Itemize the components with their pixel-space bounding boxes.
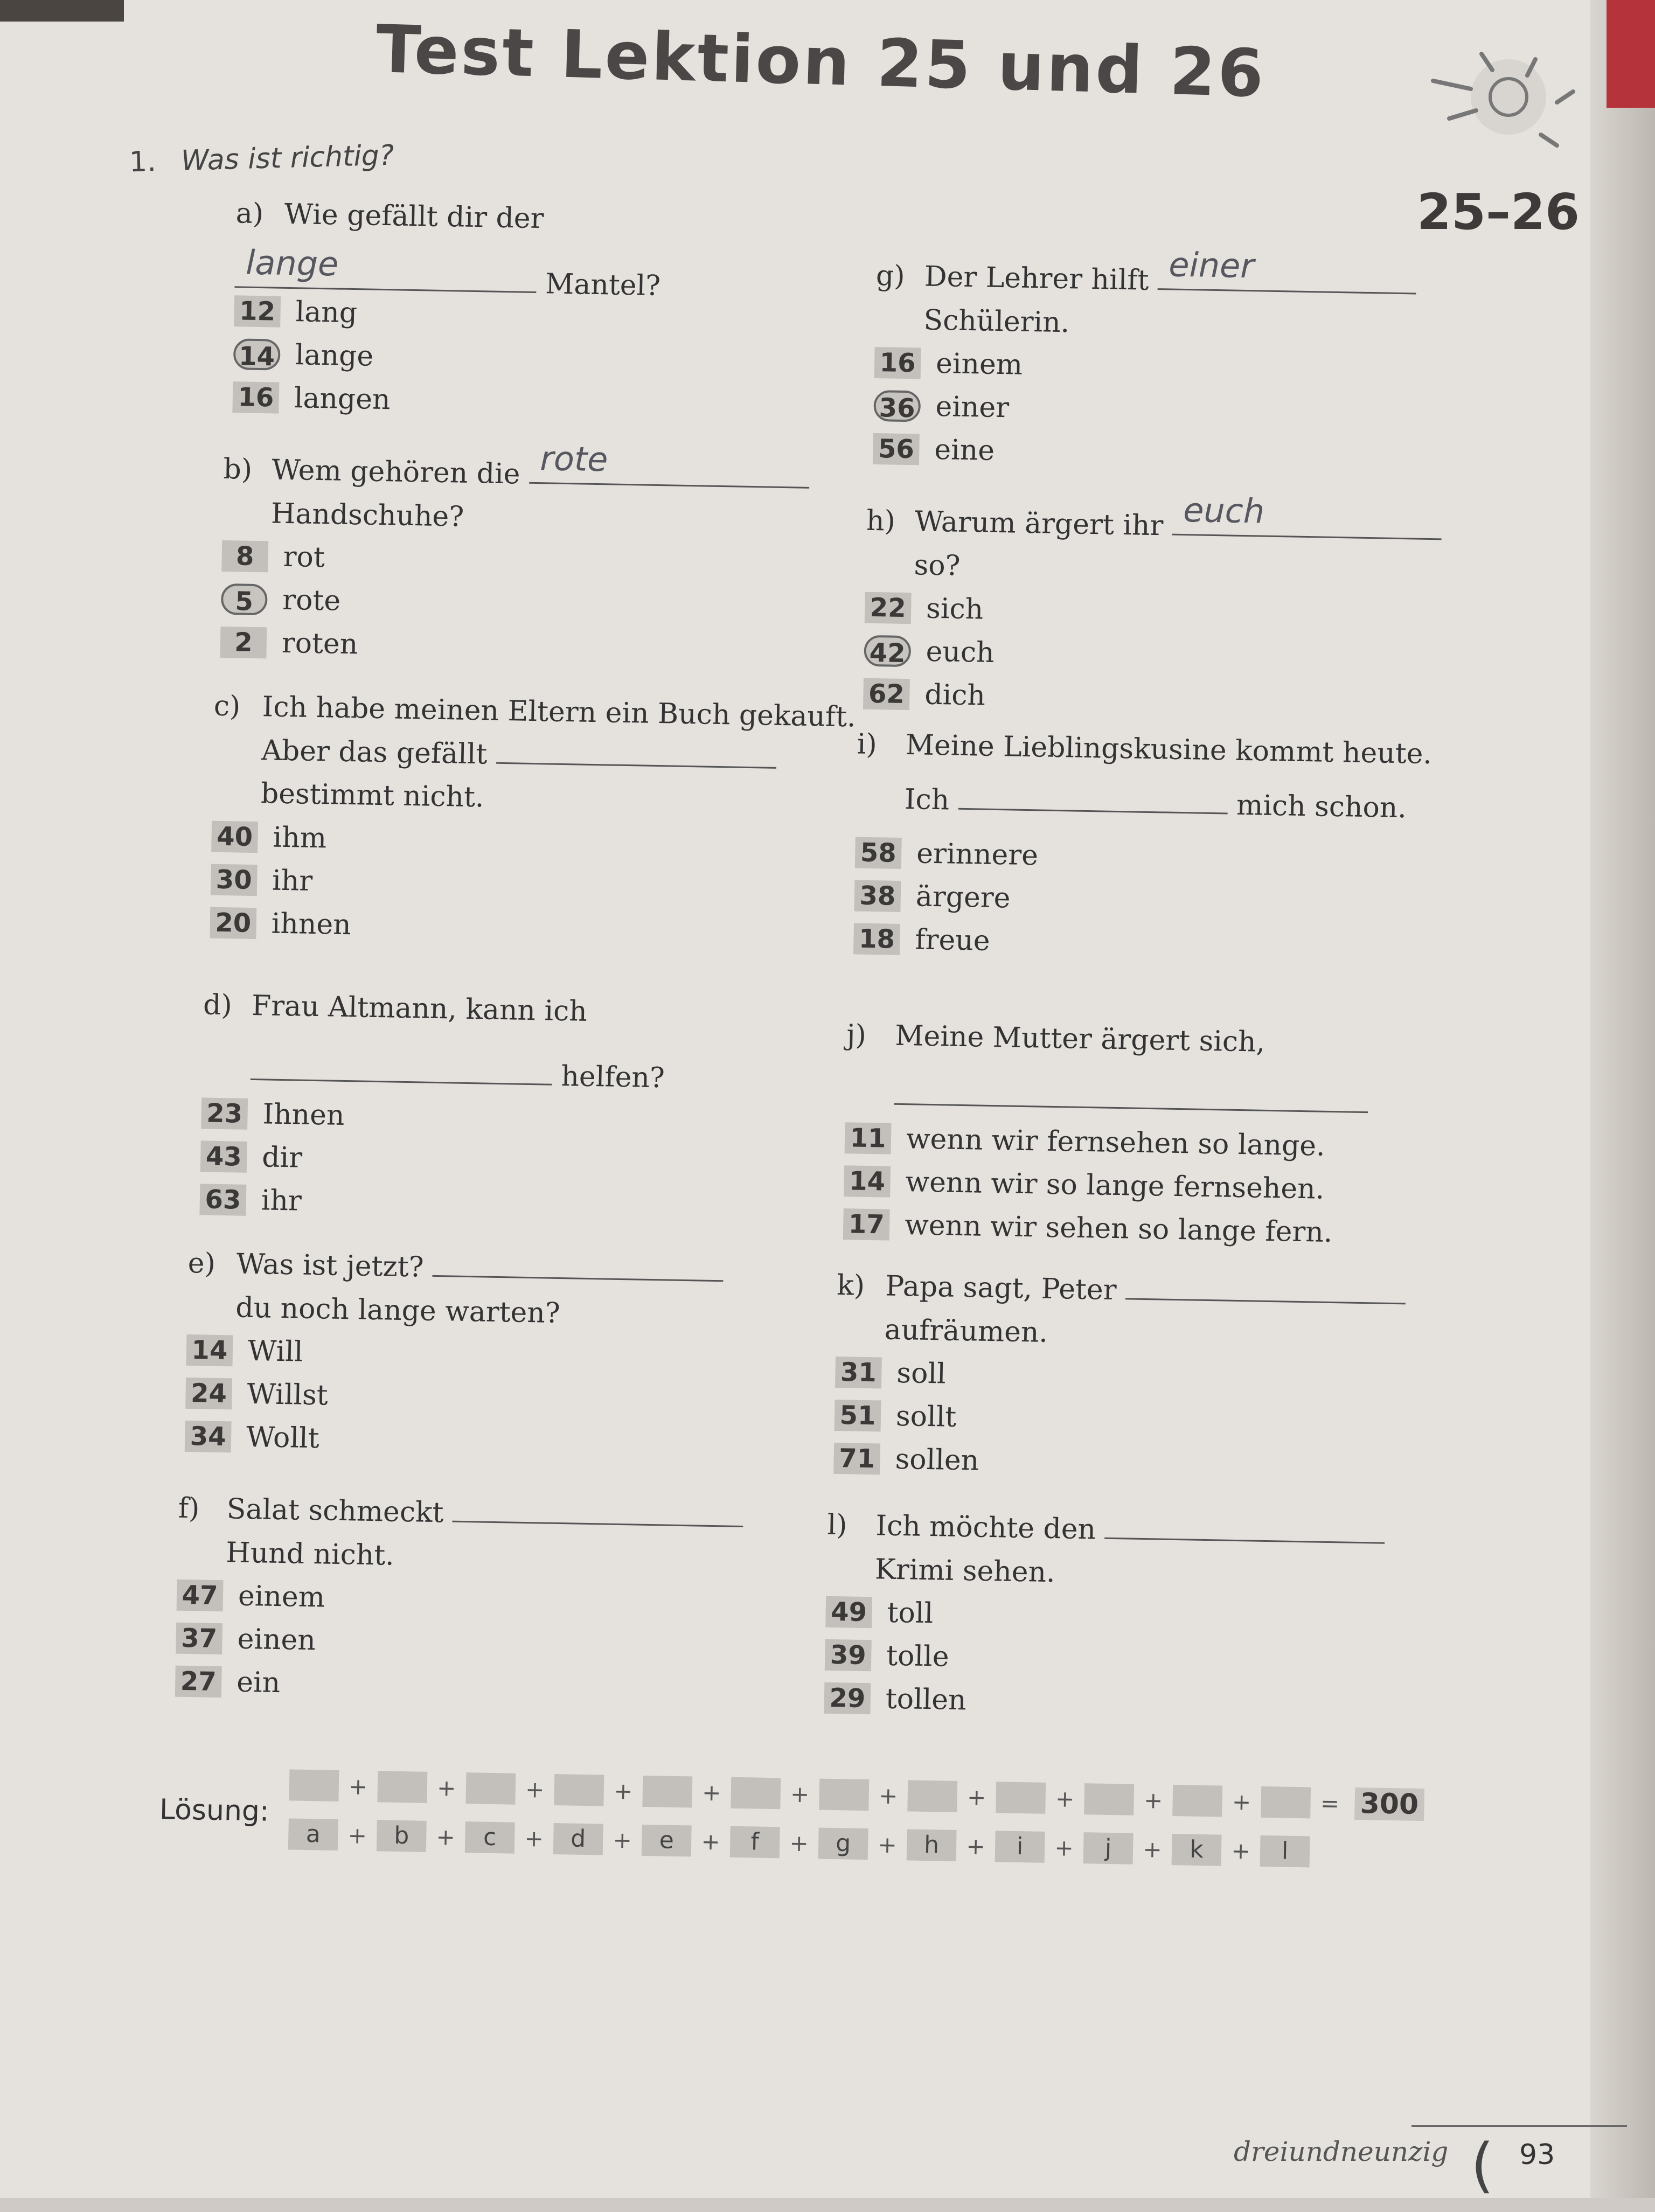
options-list bbox=[833, 1351, 1450, 1491]
option-word: ihnen bbox=[271, 907, 352, 941]
options-list bbox=[185, 1328, 801, 1469]
solution-input-box[interactable] bbox=[819, 1779, 869, 1811]
question-letter: g) bbox=[875, 259, 906, 293]
solution-input-box[interactable] bbox=[731, 1777, 781, 1810]
option-number-circled: 36 bbox=[873, 390, 921, 422]
option-word: lange bbox=[295, 339, 374, 373]
solution-input-box[interactable] bbox=[289, 1769, 339, 1801]
option-word: roten bbox=[281, 627, 358, 661]
question-f bbox=[175, 1487, 793, 1714]
option-word: tolle bbox=[886, 1639, 950, 1673]
option-word: wenn wir so lange fernsehen. bbox=[905, 1166, 1325, 1206]
option-number: 12 bbox=[234, 295, 281, 327]
option-word: ihr bbox=[261, 1184, 302, 1218]
option-number: 39 bbox=[825, 1639, 872, 1671]
question-letter: a) bbox=[235, 197, 264, 231]
question-c bbox=[210, 685, 914, 956]
answer-blank[interactable] bbox=[1158, 245, 1417, 294]
option-word: ihr bbox=[272, 864, 313, 898]
option-word: wenn wir sehen so lange fern. bbox=[904, 1209, 1333, 1249]
page-title: Test Lektion 25 und 26 bbox=[375, 11, 1267, 113]
question-letter: h) bbox=[866, 504, 896, 538]
option-word: freue bbox=[914, 923, 991, 958]
options-list bbox=[232, 289, 849, 429]
handwritten-answer: euch bbox=[1183, 490, 1265, 531]
answer-blank[interactable] bbox=[1104, 1516, 1385, 1544]
solution-letter-box: a bbox=[288, 1818, 338, 1851]
options-list bbox=[220, 534, 836, 674]
option-word: ihm bbox=[273, 821, 327, 855]
plus-sign: + bbox=[1054, 1834, 1074, 1861]
answer-blank[interactable] bbox=[251, 1057, 553, 1086]
solution-input-box[interactable] bbox=[642, 1776, 692, 1808]
bracket-icon: ( bbox=[1471, 2131, 1494, 2200]
plus-sign: + bbox=[1232, 1788, 1251, 1815]
option-number: 17 bbox=[843, 1208, 890, 1240]
solution-input-box[interactable] bbox=[1261, 1786, 1311, 1819]
option-word: langen bbox=[294, 382, 391, 416]
answer-blank[interactable] bbox=[433, 1254, 724, 1282]
question-e bbox=[185, 1242, 803, 1469]
question-d bbox=[199, 983, 818, 1232]
plus-sign: + bbox=[790, 1780, 810, 1807]
plus-sign: + bbox=[525, 1776, 545, 1803]
question-line: du noch lange warten? bbox=[235, 1291, 561, 1330]
solution-input-box[interactable] bbox=[377, 1771, 427, 1803]
plus-sign: + bbox=[701, 1828, 721, 1855]
option-number: 30 bbox=[211, 864, 258, 895]
plus-sign: + bbox=[1143, 1835, 1163, 1863]
option-word: dich bbox=[924, 678, 986, 712]
solution-input-row bbox=[289, 1769, 1424, 1821]
solution-label: Lösung: bbox=[159, 1793, 269, 1828]
option-number: 2 bbox=[220, 627, 267, 658]
plus-sign: + bbox=[436, 1774, 456, 1801]
question-line: so? bbox=[914, 548, 961, 582]
option-number: 63 bbox=[199, 1184, 246, 1216]
solution-input-box[interactable] bbox=[554, 1774, 604, 1806]
footer-rule bbox=[1411, 2125, 1627, 2127]
question-line: Ich bbox=[904, 783, 950, 817]
solution-input-box[interactable] bbox=[996, 1782, 1046, 1814]
question-line: Wem gehören die bbox=[272, 454, 521, 491]
question-i bbox=[853, 722, 1590, 973]
solution-letter-box: k bbox=[1172, 1834, 1222, 1866]
question-line: Wie gefällt dir der bbox=[284, 198, 544, 235]
solution-letter-box: j bbox=[1083, 1832, 1134, 1865]
option-word: Will bbox=[247, 1335, 303, 1368]
question-letter: j) bbox=[846, 1019, 867, 1052]
question-line: Aber das gefällt bbox=[261, 734, 488, 771]
question-b bbox=[220, 439, 838, 674]
option-word: ärgere bbox=[915, 880, 1011, 915]
plus-sign: + bbox=[878, 1831, 898, 1858]
question-letter: e) bbox=[187, 1247, 216, 1280]
option-word: sollen bbox=[895, 1443, 979, 1477]
question-letter: b) bbox=[223, 453, 253, 486]
option-word: tollen bbox=[885, 1682, 967, 1717]
option-word: dir bbox=[261, 1141, 303, 1174]
plus-sign: + bbox=[348, 1772, 368, 1800]
answer-blank[interactable] bbox=[894, 1081, 1368, 1112]
option-number: 43 bbox=[200, 1141, 247, 1173]
question-line: bestimmt nicht. bbox=[260, 777, 484, 814]
options-list bbox=[853, 831, 1588, 973]
options-list bbox=[210, 815, 912, 956]
solution-section bbox=[159, 1766, 1453, 1865]
question-line: Meine Mutter ärgert sich, bbox=[894, 1019, 1265, 1059]
option-word: sich bbox=[926, 592, 984, 626]
option-word: soll bbox=[896, 1357, 947, 1390]
handwritten-answer: einer bbox=[1168, 245, 1255, 286]
solution-letter-box: g bbox=[818, 1828, 868, 1860]
solution-letter-box: d bbox=[553, 1823, 603, 1855]
equals-sign: = bbox=[1320, 1790, 1340, 1817]
option-word: Wollt bbox=[246, 1421, 320, 1455]
option-number: 11 bbox=[845, 1122, 892, 1154]
question-line: Was ist jetzt? bbox=[236, 1248, 425, 1284]
options-list bbox=[175, 1574, 791, 1714]
answer-blank[interactable] bbox=[496, 740, 777, 768]
option-word: toll bbox=[887, 1596, 934, 1630]
option-number: 47 bbox=[177, 1580, 224, 1611]
handwritten-answer: lange bbox=[245, 242, 339, 284]
question-line: Frau Altmann, kann ich bbox=[251, 989, 588, 1028]
option-word: eine bbox=[934, 434, 995, 468]
option-number: 37 bbox=[176, 1623, 222, 1654]
option-number: 38 bbox=[854, 880, 901, 912]
plus-sign: + bbox=[436, 1823, 456, 1851]
option-word: Ihnen bbox=[262, 1098, 345, 1132]
solution-input-box[interactable] bbox=[1172, 1785, 1222, 1817]
option-number: 14 bbox=[186, 1334, 233, 1366]
option-number: 49 bbox=[825, 1596, 872, 1628]
option-number: 20 bbox=[210, 907, 256, 938]
options-list bbox=[873, 341, 1489, 481]
question-letter: l) bbox=[826, 1508, 847, 1542]
question-line: mich schon. bbox=[1236, 789, 1407, 824]
option-number-circled: 42 bbox=[864, 635, 911, 667]
question-line: Krimi sehen. bbox=[874, 1553, 1056, 1589]
option-word: einem bbox=[238, 1580, 325, 1614]
task-question: Was ist richtig? bbox=[180, 139, 395, 177]
question-letter: d) bbox=[203, 989, 233, 1022]
solution-total: 300 bbox=[1354, 1787, 1424, 1821]
plus-sign: + bbox=[1231, 1837, 1251, 1865]
answer-blank[interactable] bbox=[529, 439, 810, 489]
question-line: Mantel? bbox=[545, 267, 661, 302]
option-number: 62 bbox=[863, 678, 910, 710]
task-number: 1. bbox=[129, 145, 157, 179]
question-line: Ich habe meinen Eltern ein Buch gekauft. bbox=[262, 691, 857, 734]
solution-input-box[interactable] bbox=[465, 1772, 516, 1805]
option-word: euch bbox=[926, 635, 995, 670]
question-letter: i) bbox=[857, 728, 878, 761]
options-list bbox=[824, 1590, 1440, 1730]
plus-sign: + bbox=[613, 1826, 632, 1854]
plus-sign: + bbox=[966, 1832, 986, 1860]
question-line: Schülerin. bbox=[923, 304, 1070, 339]
option-number: 22 bbox=[865, 592, 912, 624]
question-a bbox=[232, 192, 850, 429]
question-j bbox=[843, 1013, 1547, 1258]
question-line: helfen? bbox=[560, 1060, 665, 1094]
question-k bbox=[833, 1264, 1451, 1491]
option-word: Willst bbox=[247, 1378, 329, 1412]
question-line: Ich möchte den bbox=[875, 1510, 1096, 1546]
plus-sign: + bbox=[1143, 1786, 1163, 1814]
option-word: ein bbox=[236, 1666, 281, 1700]
question-letter: k) bbox=[836, 1269, 865, 1302]
option-word: wenn wir fernsehen so lange. bbox=[906, 1123, 1326, 1163]
question-text bbox=[203, 983, 817, 1037]
options-list bbox=[843, 1116, 1546, 1258]
question-l bbox=[824, 1504, 1442, 1730]
plus-sign: + bbox=[613, 1777, 633, 1805]
answer-blank[interactable] bbox=[453, 1499, 744, 1527]
option-number: 8 bbox=[221, 540, 268, 572]
plus-sign: + bbox=[1055, 1785, 1075, 1812]
question-letter: c) bbox=[213, 690, 241, 723]
question-text bbox=[857, 722, 1590, 778]
option-number: 34 bbox=[185, 1421, 232, 1452]
option-number: 18 bbox=[853, 923, 900, 955]
option-number: 14 bbox=[844, 1165, 891, 1197]
option-number: 16 bbox=[874, 347, 921, 379]
solution-letter-box: b bbox=[377, 1820, 427, 1852]
question-h bbox=[863, 490, 1481, 726]
plus-sign: + bbox=[966, 1783, 986, 1811]
solution-letter-box: l bbox=[1260, 1835, 1310, 1868]
option-number: 40 bbox=[211, 820, 258, 852]
question-line: Handschuhe? bbox=[270, 497, 464, 533]
option-number: 56 bbox=[873, 433, 920, 465]
plus-sign: + bbox=[789, 1830, 809, 1856]
question-line: Salat schmeckt bbox=[226, 1493, 444, 1529]
solution-letter-box: e bbox=[642, 1825, 692, 1857]
solution-letter-box: c bbox=[465, 1821, 515, 1854]
option-number: 51 bbox=[835, 1400, 881, 1431]
question-text bbox=[856, 777, 1589, 833]
answer-blank[interactable] bbox=[1172, 490, 1442, 540]
option-word: einem bbox=[935, 347, 1023, 381]
handwritten-answer: rote bbox=[539, 439, 609, 479]
option-number: 24 bbox=[185, 1378, 232, 1409]
lesson-badge: 25–26 bbox=[1417, 183, 1580, 241]
solution-letter-row bbox=[288, 1818, 1310, 1867]
solution-letter-box: i bbox=[995, 1831, 1045, 1863]
question-text bbox=[846, 1013, 1547, 1069]
option-word: sollt bbox=[895, 1400, 957, 1434]
answer-blank[interactable] bbox=[1125, 1276, 1406, 1304]
question-line: Hund nicht. bbox=[225, 1536, 395, 1572]
question-letter: f) bbox=[178, 1492, 200, 1525]
answer-blank[interactable] bbox=[234, 242, 537, 293]
option-word: einer bbox=[935, 391, 1010, 425]
option-number-circled: 14 bbox=[233, 338, 281, 371]
question-line: Der Lehrer hilft bbox=[924, 260, 1149, 297]
question-line: Warum ärgert ihr bbox=[914, 505, 1164, 542]
option-word: rote bbox=[282, 584, 341, 617]
option-word: rot bbox=[283, 541, 325, 574]
question-g bbox=[873, 245, 1491, 481]
question-line: aufräumen. bbox=[884, 1313, 1048, 1349]
question-line: Papa sagt, Peter bbox=[885, 1270, 1117, 1307]
option-word: einen bbox=[237, 1623, 316, 1657]
options-list bbox=[863, 586, 1479, 726]
solution-input-box[interactable] bbox=[1084, 1783, 1134, 1815]
options-list bbox=[199, 1092, 816, 1232]
plus-sign: + bbox=[347, 1821, 367, 1849]
option-word: lang bbox=[295, 296, 358, 330]
solution-input-box[interactable] bbox=[907, 1780, 957, 1812]
answer-blank[interactable] bbox=[958, 786, 1228, 814]
page-number: 93 bbox=[1519, 2139, 1555, 2171]
option-number: 23 bbox=[201, 1098, 248, 1130]
plus-sign: + bbox=[878, 1782, 898, 1809]
option-number: 58 bbox=[855, 837, 902, 869]
plus-sign: + bbox=[524, 1825, 544, 1852]
solution-letter-box: h bbox=[907, 1829, 957, 1861]
question-line: Meine Lieblingskusine kommt heute. bbox=[905, 729, 1433, 771]
solution-letter-box: f bbox=[730, 1826, 780, 1859]
option-number: 29 bbox=[824, 1682, 871, 1714]
option-number: 16 bbox=[232, 381, 279, 413]
page-number-word: dreiundneunzig bbox=[1234, 2136, 1449, 2167]
option-number: 71 bbox=[833, 1443, 880, 1474]
plus-sign: + bbox=[701, 1779, 721, 1806]
option-number-circled: 5 bbox=[221, 583, 268, 615]
option-word: erinnere bbox=[916, 837, 1039, 872]
option-number: 31 bbox=[835, 1357, 882, 1388]
option-number: 27 bbox=[175, 1666, 222, 1698]
